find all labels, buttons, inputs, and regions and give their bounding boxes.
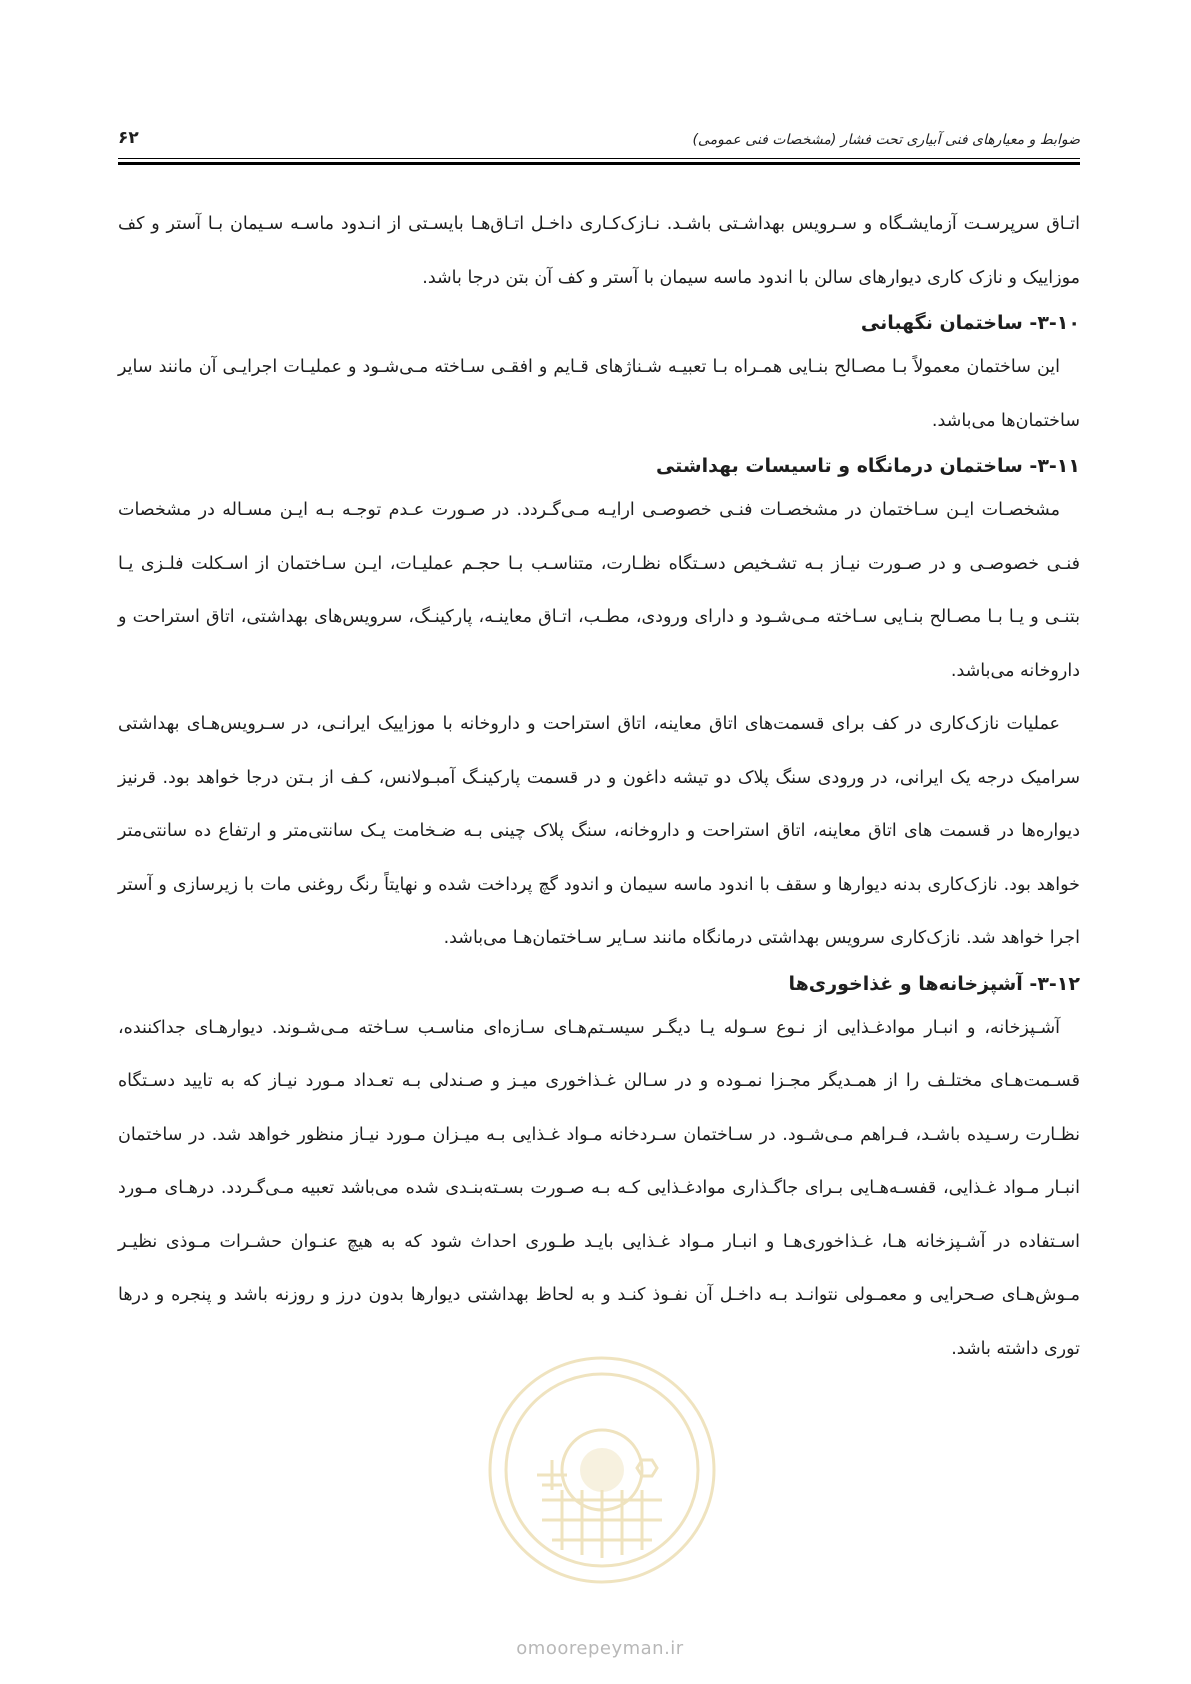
watermark-seal-icon [482, 1350, 722, 1590]
header-rule-thick [118, 162, 1080, 165]
page-header [118, 128, 1080, 168]
header-rule [118, 158, 1080, 159]
watermark-url: omoorepeyman.ir [516, 1638, 684, 1659]
section-3-11-paragraph-2: عملیات نازک‌کاری در کف برای قسمت‌های اتاق معاینه، اتاق استراحت و داروخانه با موزاییک ایرانـی، در سـرویس‌هـای بهداشتی سرامیک درجه یک ایرانی، در ورودی سنگ پلاک دو تیشه داغون و در قسمت پارکینـگ آمبـولانس، کـف از بـتن درجا خواهد بود. قرنیز دیواره‌ها در قسمت های اتاق معاینه، اتاق استراحت و داروخانه، سنگ پلاک چینی بـه ضـخامت یـک سانتی‌متر و ارتفاع ده سانتی‌متر خواهد بود. نازک‌کاری بدنه دیوارها و سقف با اندود ماسه سیمان و اندود گچ پرداخت شده و نهایتاً رنگ روغنی مات با زیرسازی و آستر اجرا خواهد شد. نازک‌کاری سرویس بهداشتی درمانگاه مانند سـایر سـاختمان‌هـا می‌باشد. [118, 714, 1080, 948]
section-heading-3-11: ۳-۱۱- ساختمان درمانگاه و تاسیسات بهداشتی [655, 455, 1080, 477]
section-heading-3-10: ۳-۱۰- ساختمان نگهبانی [860, 312, 1080, 334]
section-3-10-paragraph: این ساختمان معمولاً بـا مصـالح بنـایی همـراه بـا تعبیـه شـناژهای قـایم و افقـی سـاخته مـی‌شـود و عملیـات اجرایـی آن مانند سایر ساختمان‌ها می‌باشد. [118, 357, 1080, 431]
section-heading-3-12: ۳-۱۲- آشپزخانه‌ها و غذاخوری‌ها [788, 972, 1080, 995]
intro-paragraph: اتـاق سرپرسـت آزمایشـگاه و سـرویس بهداشـتی باشـد. نـازک‌کـاری داخـل اتـاق‌هـا بایسـتی از انـدود ماسـه سـیمان بـا آستر و کف موزاییک و نازک کاری دیوارهای سالن با اندود ماسه سیمان با آستر و کف آن بتن درجا باشد. [118, 214, 1080, 288]
page-content [118, 198, 1080, 1376]
running-title: ضوابط و معیارهای فنی آبیاری تحت فشار (مشخصات فنی عمومی) [692, 132, 1080, 148]
page-number: ۶۲ [118, 128, 139, 148]
section-3-11-paragraph-1: مشخصـات ایـن سـاختمان در مشخصـات فنـی خصوصـی ارایـه مـی‌گـردد. در صـورت عـدم توجـه بـه ایـن مسـاله در مشخصات فنـی خصوصـی و در صـورت نیـاز بـه تشـخیص دسـتگاه نظـارت، متناسـب بـا حجـم عملیـات، ایـن سـاختمان از اسـکلت فلـزی یـا بتنـی و یـا بـا مصـالح بنـایی سـاخته مـی‌شـود و دارای ورودی، مطـب، اتـاق معاینـه، پارکینـگ، سرویس‌های بهداشتی، اتاق استراحت و داروخانه می‌باشد. [118, 500, 1080, 681]
section-3-12-paragraph: آشـپزخانه، و انبـار موادغـذایی از نـوع سـوله یـا دیگـر سیسـتم‌هـای سـازه‌ای مناسـب سـاخته مـی‌شـوند. دیوارهـای جداکننده، قسـمت‌هـای مختلـف را از همـدیگر مجـزا نمـوده و در سـالن غـذاخوری میـز و صـندلی بـه تعـداد مـورد نیـاز که به تایید دسـتگاه نظـارت رسـیده باشـد، فـراهم مـی‌شـود. در سـاختمان سـردخانه مـواد غـذایی بـه میـزان مـورد نیـاز منظور خواهد شد. در ساختمان انبـار مـواد غـذایی، قفسـه‌هـایی بـرای جاگـذاری موادغـذایی کـه بـه صـورت بسـته‌بنـدی شده می‌باشد تعبیه مـی‌گـردد. درهـای مـورد اسـتفاده در آشـپزخانه هـا، غـذاخوری‌هـا و انبـار مـواد غـذایی بایـد طـوری احداث شود که به هیچ عنـوان حشـرات مـوذی نظیـر مـوش‌هـای صـحرایی و معمـولی نتوانـد بـه داخـل آن نفـوذ کنـد و به لحاظ بهداشتی دیوارها بدون درز و روزنه باشد و پنجره و درها توری داشته باشد. [118, 1017, 1080, 1359]
